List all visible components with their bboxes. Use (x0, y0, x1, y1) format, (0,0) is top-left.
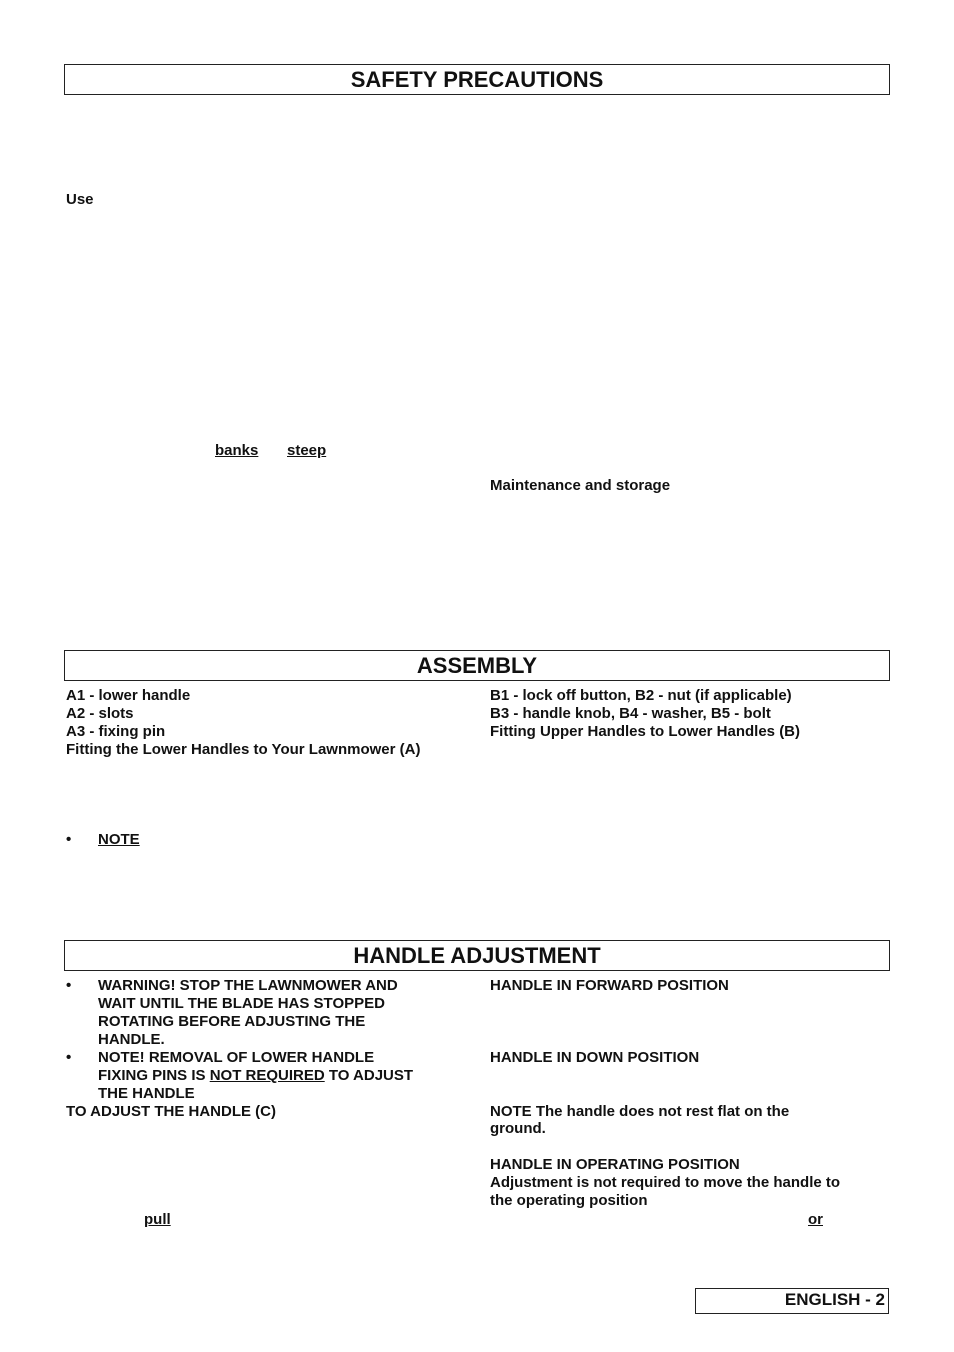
note-pins-post: TO ADJUST (324, 1067, 414, 1084)
label-a1: A1 - lower handle (66, 687, 191, 704)
use-subheading: Use (66, 191, 94, 208)
warning-line-4: HANDLE. (98, 1031, 165, 1048)
note-pins-line-2 (98, 1067, 413, 1085)
to-adjust-heading: TO ADJUST THE HANDLE (C) (66, 1103, 276, 1120)
fitting-upper-handles-heading: Fitting Upper Handles to Lower Handles (B) (490, 723, 801, 740)
note-flat-line-2: ground. (490, 1120, 546, 1137)
warning-line-2: WAIT UNTIL THE BLADE HAS STOPPED (98, 995, 385, 1012)
adjustment-line-2: the operating position (490, 1192, 648, 1209)
adjustment-line-1: Adjustment is not required to move the handle to (490, 1174, 841, 1191)
maintenance-subheading: Maintenance and storage (490, 477, 671, 494)
assembly-heading: ASSEMBLY (64, 650, 890, 681)
label-b1-b2: B1 - lock off button, B2 - nut (if applicable) (490, 687, 792, 704)
down-position-heading: HANDLE IN DOWN POSITION (490, 1049, 700, 1066)
warning-line-3: ROTATING BEFORE ADJUSTING THE (98, 1013, 366, 1030)
safety-precautions-heading: SAFETY PRECAUTIONS (64, 64, 890, 95)
operating-position-heading: HANDLE IN OPERATING POSITION (490, 1156, 740, 1173)
or-text: or (808, 1211, 823, 1228)
note-pins-pre: FIXING PINS IS (98, 1067, 210, 1084)
handle-adjustment-heading: HANDLE ADJUSTMENT (64, 940, 890, 971)
not-required-text: NOT REQUIRED (209, 1067, 325, 1084)
assembly-note: NOTE (98, 831, 140, 848)
note-pins-line-1: NOTE! REMOVAL OF LOWER HANDLE (98, 1049, 375, 1066)
page-footer-label: ENGLISH - 2 (695, 1288, 889, 1314)
note-pins-line-3: THE HANDLE (98, 1085, 195, 1102)
forward-position-heading: HANDLE IN FORWARD POSITION (490, 977, 729, 994)
label-a3: A3 - fixing pin (66, 723, 166, 740)
bullet: • (66, 977, 72, 994)
note-flat-line-1: NOTE The handle does not rest flat on the (490, 1103, 790, 1120)
bullet: • (66, 1049, 72, 1066)
fitting-lower-handles-heading: Fitting the Lower Handles to Your Lawnmower (A) (66, 741, 421, 758)
pull-text: pull (144, 1211, 171, 1228)
label-b3-b5: B3 - handle knob, B4 - washer, B5 - bolt (490, 705, 771, 722)
bullet: • (66, 831, 72, 848)
steep-text: steep (287, 442, 327, 459)
banks-text: banks (215, 442, 259, 459)
warning-line-1: WARNING! STOP THE LAWNMOWER AND (98, 977, 398, 994)
label-a2: A2 - slots (66, 705, 134, 722)
